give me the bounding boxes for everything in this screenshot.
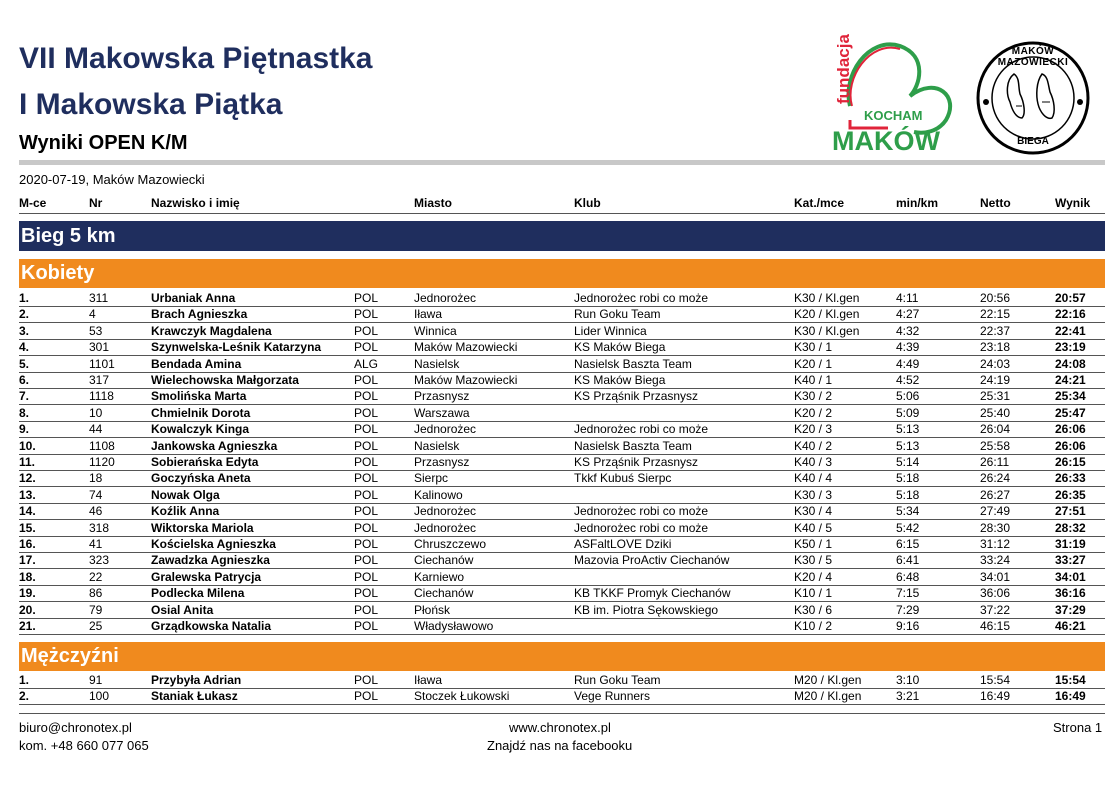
date-location: 2020-07-19, Maków Mazowiecki [19,172,205,187]
cell-nr: 317 [89,373,110,387]
cell-category: K40 / 4 [794,471,833,486]
cell-place: 19. [19,586,36,601]
cell-place: 14. [19,504,36,519]
table-row [19,405,1105,422]
cell-country: POL [354,586,379,601]
cell-name: Podlecka Milena [151,586,245,601]
cell-net: 28:30 [980,520,1011,535]
cell-club: KS Maków Biega [574,373,666,387]
cell-pace: 4:39 [896,340,920,355]
makow-biega-badge [976,40,1090,156]
cell-nr: 1101 [89,356,115,371]
cell-city: Nasielsk [414,438,460,453]
cell-city: Płońsk [414,602,451,617]
badge-bottom-text: BIEGA [1017,136,1049,147]
cell-result: 15:54 [1055,673,1086,687]
cell-name: Staniak Łukasz [151,689,238,704]
cell-result: 27:51 [1055,504,1086,519]
cell-place: 3. [19,323,30,338]
cell-nr: 1120 [89,455,115,469]
cell-result: 26:33 [1055,471,1086,486]
cell-city: Maków Mazowiecki [414,340,518,355]
cell-city: Nasielsk [414,356,460,371]
cell-result: 46:21 [1055,619,1086,633]
cell-place: 6. [19,373,30,387]
cell-name: Wiktorska Mariola [151,520,254,535]
col-result: Wynik [1055,196,1091,210]
cell-net: 25:31 [980,389,1011,404]
cell-net: 46:15 [980,619,1011,633]
cell-net: 20:56 [980,291,1011,305]
cell-city: Iława [414,307,443,322]
cell-club: Jednorożec robi co może [574,504,709,519]
cell-pace: 5:34 [896,504,920,519]
cell-name: Przybyła Adrian [151,673,242,687]
cell-place: 11. [19,455,36,469]
cell-net: 26:11 [980,455,1010,469]
col-category: Kat./mce [794,196,845,210]
cell-net: 25:40 [980,405,1011,420]
cell-place: 2. [19,307,30,322]
cell-country: POL [354,520,379,535]
cell-place: 7. [19,389,30,404]
cell-net: 22:37 [980,323,1011,338]
cell-nr: 44 [89,422,103,437]
cell-category: K20 / 3 [794,422,833,437]
cell-result: 20:57 [1055,291,1086,305]
cell-place: 18. [19,569,36,584]
race-title: Bieg 5 km [19,221,1105,251]
table-row [19,487,1105,504]
cell-country: POL [354,487,379,502]
cell-name: Grządkowska Natalia [151,619,272,633]
table-row [19,372,1105,389]
cell-category: K30 / 6 [794,602,833,617]
cell-place: 13. [19,487,36,502]
cell-result: 24:21 [1055,373,1086,387]
col-nr: Nr [89,196,103,210]
cell-country: POL [354,389,379,404]
cell-nr: 22 [89,569,103,584]
cell-country: POL [354,504,379,519]
cell-net: 15:54 [980,673,1011,687]
cell-place: 12. [19,471,36,486]
table-row [19,520,1105,537]
cell-city: Karniewo [414,569,465,584]
cell-nr: 100 [89,689,110,704]
table-row [19,339,1105,356]
cell-city: Jednorożec [414,291,477,305]
cell-category: K40 / 5 [794,520,833,535]
cell-result: 22:41 [1055,323,1086,338]
cell-pace: 3:21 [896,689,920,704]
cell-name: Kościelska Agnieszka [151,537,276,551]
cell-result: 22:16 [1055,307,1086,322]
cell-nr: 1108 [89,438,115,453]
women-section-title: Kobiety [19,259,1105,288]
cell-city: Iława [414,673,443,687]
cell-name: Smolińska Marta [151,389,247,404]
cell-place: 2. [19,689,30,704]
cell-pace: 7:29 [896,602,920,617]
table-row [19,388,1105,405]
cell-country: POL [354,537,379,551]
cell-pace: 5:13 [896,422,920,437]
cell-nr: 1118 [89,389,114,404]
cell-category: K30 / 4 [794,504,833,519]
cell-club: Run Goku Team [574,673,661,687]
cell-category: K30 / 1 [794,340,833,355]
cell-country: POL [354,569,379,584]
cell-name: Jankowska Agnieszka [151,438,278,453]
cell-country: POL [354,619,379,633]
cell-category: K20 / 1 [794,356,833,371]
cell-result: 26:06 [1055,422,1086,437]
cell-category: M20 / Kl.gen [794,673,862,687]
cell-place: 17. [19,553,36,568]
cell-place: 5. [19,356,30,371]
cell-city: Przasnysz [414,389,470,404]
cell-name: Osial Anita [151,602,214,617]
cell-club: Jednorożec robi co może [574,520,709,535]
cell-club: Tkkf Kubuś Sierpc [574,471,672,486]
cell-category: K40 / 2 [794,438,833,453]
cell-name: Sobierańska Edyta [151,455,259,469]
cell-net: 25:58 [980,438,1011,453]
cell-country: ALG [354,356,379,371]
cell-city: Stoczek Łukowski [414,689,510,704]
footer-website: www.chronotex.pl [509,720,611,735]
cell-result: 33:27 [1055,553,1086,568]
cell-category: K10 / 1 [794,586,833,601]
cell-result: 36:16 [1055,586,1086,601]
cell-country: POL [354,291,379,305]
cell-pace: 4:52 [896,373,920,387]
cell-pace: 4:11 [896,291,919,305]
cell-net: 23:18 [980,340,1011,355]
cell-pace: 6:41 [896,553,920,568]
cell-country: POL [354,340,379,355]
cell-name: Goczyńska Aneta [151,471,251,486]
table-row [19,585,1105,602]
cell-pace: 4:49 [896,356,920,371]
cell-place: 8. [19,405,30,420]
cell-club: KS Maków Biega [574,340,666,355]
cell-name: Nowak Olga [151,487,220,502]
cell-name: Krawczyk Magdalena [151,323,272,338]
cell-pace: 7:15 [896,586,920,601]
cell-net: 26:24 [980,471,1011,486]
cell-net: 24:03 [980,356,1011,371]
cell-net: 16:49 [980,689,1011,704]
cell-pace: 5:13 [896,438,920,453]
cell-place: 21. [19,619,36,633]
table-row [19,421,1105,438]
cell-result: 25:34 [1055,389,1086,404]
footer-phone: kom. +48 660 077 065 [19,738,149,753]
cell-place: 15. [19,520,36,535]
cell-pace: 4:27 [896,307,920,322]
cell-country: POL [354,689,379,704]
cell-country: POL [354,323,379,338]
cell-pace: 6:15 [896,537,920,551]
cell-country: POL [354,405,379,420]
footer-email: biuro@chronotex.pl [19,720,132,735]
cell-city: Sierpc [414,471,449,486]
cell-net: 31:12 [980,537,1011,551]
cell-pace: 6:48 [896,569,920,584]
cell-club: KS Prząśnik Przasnysz [574,389,699,404]
cell-club: Nasielsk Baszta Team [574,438,692,453]
cell-result: 26:15 [1055,455,1086,469]
table-row [19,503,1105,520]
cell-nr: 41 [89,537,103,551]
cell-net: 36:06 [980,586,1011,601]
cell-club: Vege Runners [574,689,651,704]
cell-pace: 5:42 [896,520,920,535]
kocham-text: KOCHAM [864,108,923,123]
cell-nr: 74 [89,487,103,502]
col-city: Miasto [414,196,453,210]
footer-page-number: Strona 1 [1053,720,1103,735]
fundacja-text: fundacja [834,34,853,104]
cell-name: Gralewska Patrycja [151,569,262,584]
table-row [19,569,1105,586]
cell-category: K10 / 2 [794,619,833,633]
table-row [19,672,1105,689]
cell-nr: 79 [89,602,103,617]
cell-club: KS Prząśnik Przasnysz [574,455,699,469]
cell-pace: 3:10 [896,673,920,687]
cell-name: Zawadzka Agnieszka [151,553,270,568]
cell-city: Jednorożec [414,422,477,437]
cell-place: 1. [19,673,30,687]
col-place: M-ce [19,196,47,210]
cell-country: POL [354,307,379,322]
cell-city: Ciechanów [414,553,474,568]
cell-city: Maków Mazowiecki [414,373,518,387]
cell-pace: 5:14 [896,455,920,469]
table-row [19,438,1105,455]
title-line-1: VII Makowska Piętnastka [19,42,373,75]
cell-name: Chmielnik Dorota [151,405,251,420]
cell-place: 9. [19,422,30,437]
cell-city: Chruszczewo [414,537,487,551]
footer-divider [19,713,1105,714]
cell-category: K40 / 3 [794,455,833,469]
table-row [19,454,1105,471]
footer-facebook: Znajdź nas na facebooku [487,738,633,753]
cell-net: 26:04 [980,422,1011,437]
table-row [19,306,1105,323]
fundacja-kocham-makow-logo [828,36,958,158]
cell-result: 23:19 [1055,340,1086,355]
cell-category: K30 / 2 [794,389,833,404]
table-row [19,323,1105,340]
cell-city: Jednorożec [414,520,477,535]
cell-country: POL [354,673,379,687]
cell-name: Szynwelska-Leśnik Katarzyna [151,340,322,355]
table-row [19,602,1105,619]
cell-place: 20. [19,602,36,617]
cell-city: Warszawa [414,405,470,420]
cell-result: 34:01 [1055,569,1086,584]
table-row [19,688,1105,705]
cell-nr: 311 [89,291,109,305]
cell-result: 25:47 [1055,405,1086,420]
cell-nr: 91 [89,673,103,687]
cell-country: POL [354,438,379,453]
cell-category: K40 / 1 [794,373,833,387]
col-name: Nazwisko i imię [151,196,240,210]
cell-place: 16. [19,537,36,551]
cell-nr: 18 [89,471,103,486]
table-row [19,552,1105,569]
cell-pace: 5:06 [896,389,920,404]
cell-result: 31:19 [1055,537,1086,551]
cell-nr: 4 [89,307,96,322]
cell-category: K30 / Kl.gen [794,291,860,305]
cell-result: 37:29 [1055,602,1086,617]
cell-pace: 5:09 [896,405,920,420]
cell-nr: 10 [89,405,103,420]
cell-club: Run Goku Team [574,307,661,322]
cell-name: Koźlik Anna [151,504,220,519]
cell-city: Przasnysz [414,455,470,469]
cell-country: POL [354,422,379,437]
cell-club: Jednorożec robi co może [574,291,709,305]
cell-pace: 9:16 [896,619,920,633]
cell-net: 34:01 [980,569,1011,584]
cell-club: Nasielsk Baszta Team [574,356,692,371]
cell-country: POL [354,373,379,387]
col-club: Klub [574,196,601,210]
cell-club: ASFaltLOVE Dziki [574,537,672,551]
cell-nr: 25 [89,619,103,633]
cell-country: POL [354,602,379,617]
cell-nr: 301 [89,340,110,355]
cell-club: KB im. Piotra Sękowskiego [574,602,719,617]
table-row [19,618,1105,635]
title-line-2: I Makowska Piątka [19,88,283,121]
cell-net: 22:15 [980,307,1011,322]
cell-club: Jednorożec robi co może [574,422,709,437]
cell-category: K30 / Kl.gen [794,323,860,338]
col-pace: min/km [896,196,939,210]
cell-name: Brach Agnieszka [151,307,248,322]
cell-pace: 5:18 [896,471,920,486]
cell-country: POL [354,455,379,469]
cell-result: 24:08 [1055,356,1086,371]
table-row [19,536,1105,553]
cell-net: 24:19 [980,373,1011,387]
cell-city: Władysławowo [414,619,494,633]
cell-name: Kowalczyk Kinga [151,422,250,437]
cell-category: K30 / 3 [794,487,833,502]
cell-category: K30 / 5 [794,553,833,568]
cell-result: 16:49 [1055,689,1086,704]
cell-name: Wielechowska Małgorzata [151,373,299,387]
makow-text: MAKÓW [832,126,940,156]
cell-category: K50 / 1 [794,537,833,551]
col-net: Netto [980,196,1011,210]
cell-category: K20 / 2 [794,405,833,420]
cell-category: K20 / 4 [794,569,833,584]
cell-place: 4. [19,340,30,355]
cell-category: K20 / Kl.gen [794,307,860,322]
cell-country: POL [354,553,379,568]
cell-net: 37:22 [980,602,1011,617]
cell-place: 10. [19,438,36,453]
cell-nr: 46 [89,504,103,519]
cell-net: 33:24 [980,553,1011,568]
cell-pace: 5:18 [896,487,920,502]
table-row [19,290,1105,307]
cell-result: 26:06 [1055,438,1086,453]
cell-net: 26:27 [980,487,1011,502]
cell-result: 26:35 [1055,487,1086,502]
cell-place: 1. [19,291,30,305]
cell-city: Kalinowo [414,487,463,502]
cell-nr: 53 [89,323,103,338]
cell-nr: 86 [89,586,103,601]
cell-result: 28:32 [1055,520,1086,535]
cell-nr: 318 [89,520,110,535]
cell-club: Mazovia ProActiv Ciechanów [574,553,730,568]
cell-club: KB TKKF Promyk Ciechanów [574,586,731,601]
table-row [19,470,1105,487]
badge-top-text: MAKÓW MAZOWIECKI [997,46,1069,68]
column-header-divider [19,213,1105,214]
cell-nr: 323 [89,553,110,568]
men-section-title: Mężczyźni [19,642,1105,671]
cell-city: Winnica [414,323,457,338]
cell-name: Bendada Amina [151,356,242,371]
cell-name: Urbaniak Anna [151,291,236,305]
cell-club: Lider Winnica [574,323,647,338]
table-row [19,356,1105,373]
cell-pace: 4:32 [896,323,920,338]
header-divider [19,160,1105,165]
subtitle: Wyniki OPEN K/M [19,132,188,154]
cell-country: POL [354,471,379,486]
cell-net: 27:49 [980,504,1011,519]
cell-city: Jednorożec [414,504,477,519]
cell-city: Ciechanów [414,586,474,601]
cell-category: M20 / Kl.gen [794,689,862,704]
